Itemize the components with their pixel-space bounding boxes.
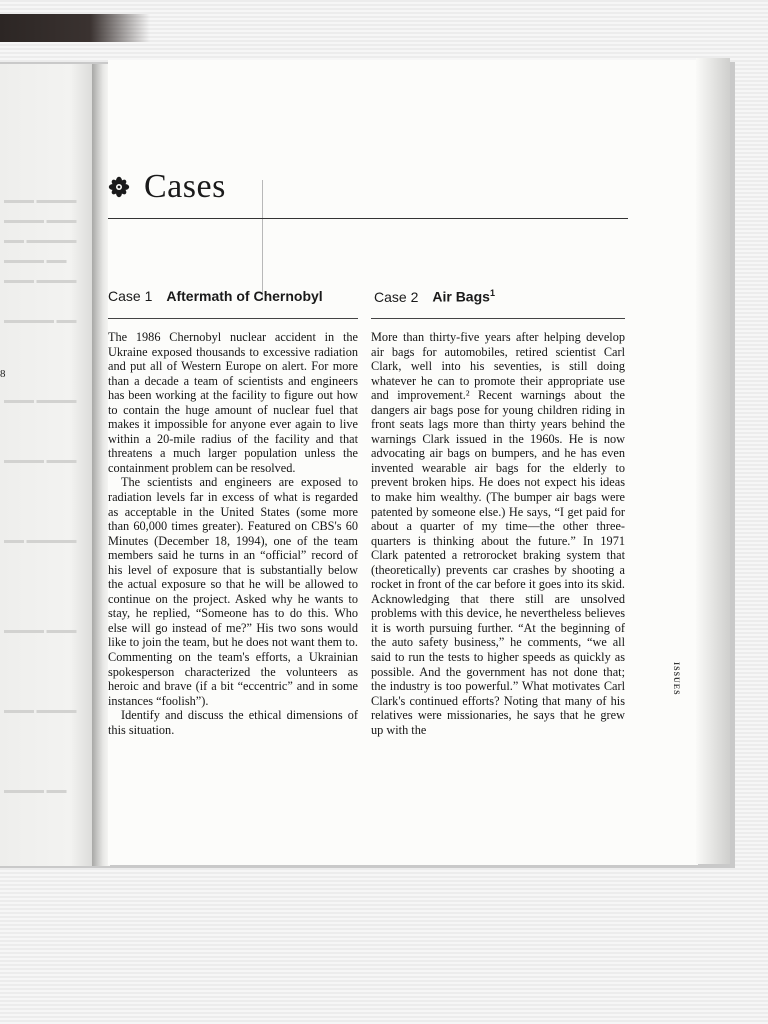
chapter-heading bbox=[108, 168, 226, 206]
bleed-through-text: ▬▬▬▬ ▬▬▬ bbox=[4, 215, 77, 226]
bleed-through-text: ▬▬▬ ▬▬▬▬ bbox=[4, 705, 77, 716]
case2-title: Air Bags bbox=[432, 288, 490, 305]
bleed-through-text: ▬▬▬▬ ▬▬ bbox=[4, 785, 67, 796]
bleed-through-text: ▬▬▬ ▬▬▬▬ bbox=[4, 195, 77, 206]
page-number: 8 bbox=[0, 368, 6, 380]
flower-ornament-icon bbox=[108, 176, 130, 198]
case1-body bbox=[108, 330, 358, 737]
chapter-title: Cases bbox=[144, 168, 226, 205]
bleed-through-text: ▬▬▬▬ ▬▬ bbox=[4, 255, 67, 266]
paragraph: Identify and discuss the ethical dimensions of this situation. bbox=[108, 708, 358, 737]
bleed-through-text: ▬▬▬ ▬▬▬▬ bbox=[4, 275, 77, 286]
footnote-mark: 1 bbox=[489, 288, 495, 298]
left-page bbox=[0, 64, 100, 866]
case1-title: Aftermath of Chernobyl bbox=[166, 288, 323, 304]
paragraph: The 1986 Chernobyl nuclear accident in the Ukraine exposed thousands to excessive radiation and put all of Western Europe on alert. For more than a decade a team of scientists and engineers has been working at the facility to figure out how to contain the huge amount of nuclear fuel that makes it impossible for anyone ever again to live within a 20-mile radius of the facility and that threatens a much larger population unless the containment problem can be resolved. bbox=[108, 330, 358, 475]
paragraph: More than thirty-five years after helping develop air bags for automobiles, retired scientist Carl Clark, well into his seventies, is still doing whatever he can to promote their appropriate use and improvement.² Recent warnings about the dangers air bags pose for young children riding in front seats lags more than thirty years behind the warnings Clark issued in the 1960s. He is now advocating air bags on bumpers, and he has even invented wearable air bags for the elderly to prevent broken hips. He does not expect his ideas to make him wealthy. (The bumper air bags were patented by someone else.) He says, “I get paid for about a quarter of my time—the other three-quarters is thinking about the future.” In 1971 Clark patented a retrorocket braking system that (theoretically) prevents car crashes by shooting a rocket in front of the car before it goes into its skid. Acknowledging that there still are unsolved problems with this device, he nevertheless believes it is worth pursuing further. “At the beginning of the auto safety business,” he comments, “we all said to run the tests to higher speeds as quickly as possible. And the government has not done that; the industry is too powerful.” What motivates Carl Clark's continued efforts? Noting that many of his relatives were missionaries, he says that he grew up with the bbox=[371, 330, 625, 737]
page-edge bbox=[696, 58, 730, 864]
bleed-through-text: ▬▬ ▬▬▬▬▬ bbox=[4, 535, 77, 546]
bleed-through-text: ▬▬▬▬ ▬▬▬ bbox=[4, 455, 77, 466]
case1-heading bbox=[108, 288, 323, 304]
case2-heading bbox=[374, 288, 495, 305]
case2-body bbox=[371, 330, 625, 737]
chapter-rule bbox=[108, 218, 628, 219]
case2-rule bbox=[371, 318, 625, 319]
fold-crease bbox=[262, 180, 263, 300]
bleed-through-text: ▬▬ ▬▬▬▬▬ bbox=[4, 235, 77, 246]
bleed-through-text: ▬▬▬▬ ▬▬▬ bbox=[4, 625, 77, 636]
scan-shadow bbox=[0, 14, 150, 42]
paragraph: The scientists and engineers are exposed to radiation levels far in excess of what is regarded as acceptable in the United States (some more than 60,000 times greater). Featured on CBS's 60 Minutes (December 18, 1994), one of the team members said he turns in an “official” record of his level of exposure that is substantially below the actual exposure so that he will be allowed to continue on the project. Asked why he wants to stay, he replied, “Someone has to do this. Who else will go instead of me?” His two sons would like to join the team, but he does not want them to. Commenting on the team's efforts, a Ukrainian spokesperson characterized the volunteers as heroic and brave (if a bit “eccentric” and in some instances “foolish”). bbox=[108, 475, 358, 708]
running-head-edge: ISSUES bbox=[672, 662, 681, 696]
bleed-through-text: ▬▬▬▬▬ ▬▬ bbox=[4, 315, 77, 326]
case1-rule bbox=[108, 318, 358, 319]
case1-number: Case 1 bbox=[108, 288, 153, 304]
case2-number: Case 2 bbox=[374, 288, 419, 305]
bleed-through-text: ▬▬▬ ▬▬▬▬ bbox=[4, 395, 77, 406]
